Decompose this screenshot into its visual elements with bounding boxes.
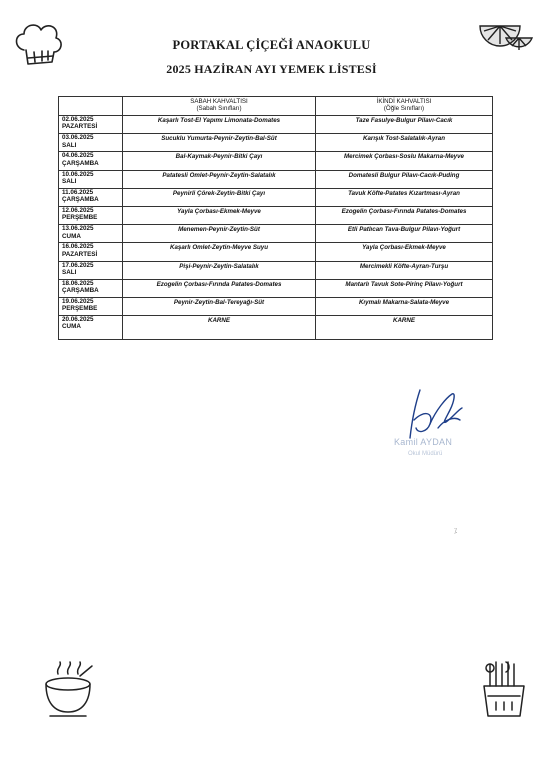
day: ÇARŞAMBA (62, 159, 99, 167)
morning-meal: KARNE (123, 316, 316, 340)
table-row (59, 225, 493, 243)
date: 12.06.2025 (62, 206, 94, 214)
morning-meal: Kaşarlı Tost-El Yapımı Limonata-Domates (123, 116, 316, 134)
morning-meal: Yayla Çorbası-Ekmek-Meyve (123, 206, 316, 224)
signature-mark (380, 380, 470, 440)
table-header-row (59, 97, 493, 116)
header-afternoon-subtitle: (Öğle Sınıfları) (383, 105, 425, 112)
date: 18.06.2025 (62, 279, 94, 287)
afternoon-meal: Tavuk Köfte-Patates Kızartması-Ayran (316, 188, 493, 206)
date: 17.06.2025 (62, 261, 94, 269)
day: PAZARTESİ (62, 250, 98, 258)
table-row (59, 206, 493, 224)
afternoon-meal: Mantarlı Tavuk Sote-Pirinç Pilavı-Yoğurt (316, 279, 493, 297)
table-row (59, 170, 493, 188)
header-morning-title: SABAH KAHVALTISI (190, 98, 248, 105)
afternoon-meal: Domatesli Bulgur Pilavı-Cacık-Puding (316, 170, 493, 188)
afternoon-meal: Karışık Tost-Salatalık-Ayran (316, 134, 493, 152)
afternoon-meal: Yayla Çorbası-Ekmek-Meyve (316, 243, 493, 261)
date-cell (59, 134, 123, 152)
date-cell (59, 152, 123, 170)
date: 19.06.2025 (62, 297, 94, 305)
soup-pot-icon (40, 660, 96, 722)
afternoon-meal: KARNE (316, 316, 493, 340)
day: ÇARŞAMBA (62, 196, 99, 204)
principal-name: Kamil AYDAN (394, 437, 453, 447)
afternoon-meal: Taze Fasulye-Bulgur Pilavı-Cacık (316, 116, 493, 134)
date-cell (59, 170, 123, 188)
date-cell (59, 261, 123, 279)
day: SALI (62, 141, 77, 149)
date: 04.06.2025 (62, 152, 94, 160)
table-row (59, 279, 493, 297)
day: SALI (62, 177, 77, 185)
morning-meal: Menemen-Peynir-Zeytin-Süt (123, 225, 316, 243)
header-afternoon (316, 97, 493, 116)
date: 20.06.2025 (62, 316, 94, 324)
date: 13.06.2025 (62, 225, 94, 233)
date: 16.06.2025 (62, 243, 94, 251)
date-cell (59, 188, 123, 206)
menu-table (58, 96, 493, 340)
afternoon-meal: Etli Patlıcan Tava-Bulgur Pilavı-Yoğurt (316, 225, 493, 243)
date: 11.06.2025 (62, 188, 94, 196)
table-row (59, 297, 493, 315)
date-cell (59, 297, 123, 315)
day: ÇARŞAMBA (62, 287, 99, 295)
table-row (59, 152, 493, 170)
day: CUMA (62, 232, 81, 240)
morning-meal: Peynirli Çörek-Zeytin-Bitki Çayı (123, 188, 316, 206)
date-cell (59, 243, 123, 261)
morning-meal: Patatesli Omlet-Peynir-Zeytin-Salatalık (123, 170, 316, 188)
day: PERŞEMBE (62, 214, 98, 222)
header-afternoon-title: İKİNDİ KAHVALTISI (376, 98, 432, 105)
date-cell (59, 116, 123, 134)
date-cell (59, 206, 123, 224)
menu-title: 2025 HAZİRAN AYI YEMEK LİSTESİ (166, 62, 377, 76)
morning-meal: Sucuklu Yumurta-Peynir-Zeytin-Bal-Süt (123, 134, 316, 152)
header-morning (123, 97, 316, 116)
school-name: PORTAKAL ÇİÇEĞİ ANAOKULU (172, 38, 371, 52)
table-row (59, 134, 493, 152)
date-cell (59, 279, 123, 297)
date-cell (59, 316, 123, 340)
day: SALI (62, 268, 77, 276)
morning-meal: Peynir-Zeytin-Bal-Tereyağı-Süt (123, 297, 316, 315)
date: 02.06.2025 (62, 116, 94, 123)
header-empty-cell (59, 97, 123, 116)
day: PERŞEMBE (62, 305, 98, 313)
table-row (59, 188, 493, 206)
kitchen-utensils-icon (476, 660, 532, 722)
afternoon-meal: Mercimekli Köfte-Ayran-Turşu (316, 261, 493, 279)
morning-meal: Ezogelin Çorbası-Fırında Patates-Domates (123, 279, 316, 297)
principal-role: Okul Müdürü (408, 451, 443, 457)
morning-meal: Pişi-Peynir-Zeytin-Salatalık (123, 261, 316, 279)
day: PAZARTESİ (62, 123, 98, 131)
morning-meal: Bal-Kaymak-Peynir-Bitki Çayı (123, 152, 316, 170)
date: 10.06.2025 (62, 170, 94, 178)
day: CUMA (62, 323, 81, 331)
table-row (59, 261, 493, 279)
date: 03.06.2025 (62, 134, 94, 142)
table-row (59, 116, 493, 134)
afternoon-meal: Kıymalı Makarna-Salata-Meyve (316, 297, 493, 315)
table-row (59, 243, 493, 261)
afternoon-meal: Mercimek Çorbası-Soslu Makarna-Meyve (316, 152, 493, 170)
date-cell (59, 225, 123, 243)
morning-meal: Kaşarlı Omlet-Zeytin-Meyve Suyu (123, 243, 316, 261)
header-morning-subtitle: (Sabah Sınıfları) (196, 105, 242, 112)
table-row (59, 316, 493, 340)
afternoon-meal: Ezogelin Çorbası-Fırında Patates-Domates (316, 206, 493, 224)
scan-mark-icon: ⁒ (454, 528, 458, 535)
